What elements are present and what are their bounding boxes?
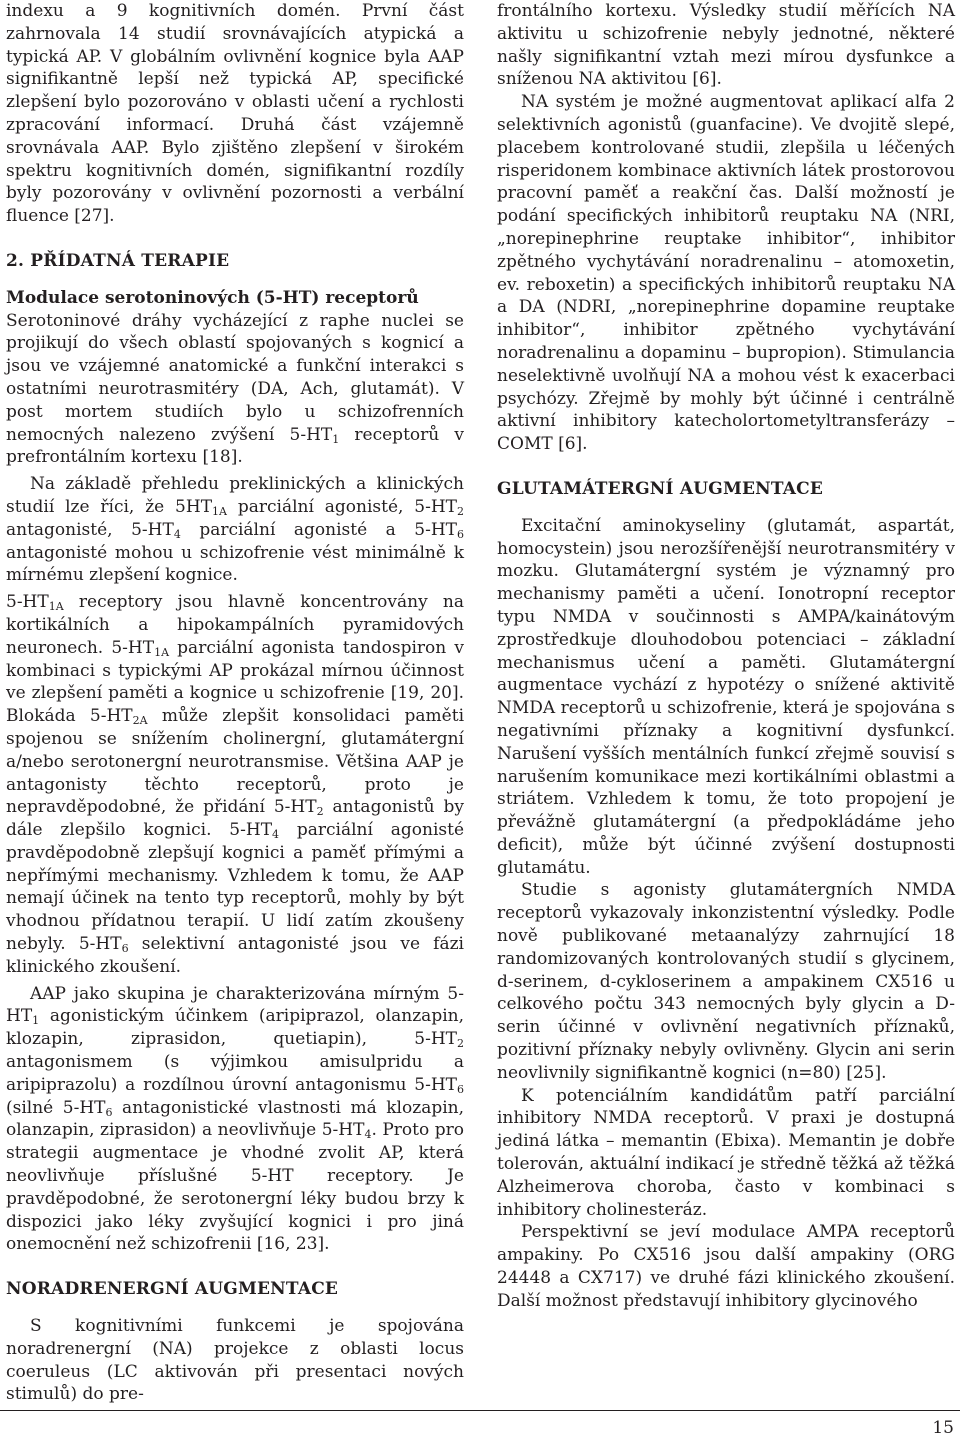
paragraph: Na základě přehledu preklinických a klinických studií lze říci, že $5HT_{1A}$ parciální agonisté, $5-HT_2$ antagonisté, $5-HT_4$ parciální agonisté a $5-HT_6$ antagonisté mohou u schizofrenie vést minimálně k mírnému zlepšení kognice. — [6, 474, 465, 586]
page-number: 15 — [932, 1418, 954, 1438]
right-column — [497, 0, 955, 1313]
paragraph: Studie s agonisty glutamátergních NMDA receptorů vykazovaly inkonzistentní výsledky. Podle nově publikované metaanalýzy zahrnující 18 randomizovaných kontrolovaných studií s glycinem, d-serinem, d-cykloserinem a ampakinem CX516 u celkového počtu 343 nemocných byly glycin a D-serin účinné v ovlivnění negativních příznaků, pozitivní příznaky nebyly ovlivněny. Glycin ani serin neovlivnily signifikantně kognici (n=80) [25]. — [497, 880, 955, 1083]
paragraph: NA systém je možné augmentovat aplikací alfa 2 selektivních agonistů (guanfacine). Ve dvojitě slepé, placebem kontrolované studii, zlepšila u léčených risperidonem kombinace aktivních látek prostorovou pracovní paměť a reakční čas. Další možností je podání specifických inhibitorů reuptaku NA (NRI, „norepinephrine reuptake inhibitor“, inhibitor zpětného vychytávání noradrenalinu – atomoxetin, ev. reboxetin) a specifických inhibitorů reuptaku NA a DA (NDRI, „norepinephrine dopamine reuptake inhibitor“, inhibitor zpětného vychytávání noradrenalinu a dopaminu – bupropion). Stimulancia neselektivně uvolňují NA a mohou vést k exacerbaci psychózy. Zřejmě by mohly být účinné i centrálně aktivní inhibitory katecholortometyltransferázy – COMT [6]. — [497, 92, 955, 455]
left-column — [6, 0, 464, 1406]
section-heading-adjunct-therapy: 2. PŘÍDATNÁ TERAPIE — [6, 250, 230, 271]
paragraph: frontálního kortexu. Výsledky studií měřících NA aktivitu u schizofrenie nebyly jednotné, některé našly signifikantní vztah mezi mírou dysfunkce a sníženou NA aktivitou [6]. — [497, 1, 955, 90]
paragraph: K potenciálním kandidátům patří parciální inhibitory NMDA receptorů. V praxi je dostupná jediná látka – memantin (Ebixa). Memantin je dobře tolerován, aktuální indikací je středně těžká až těžká Alzheimerova choroba, často v kombinaci s inhibitory cholinesteráz. — [497, 1085, 955, 1220]
subheading-serotonin: Modulace serotoninových (5-HT) receptorů — [6, 287, 419, 308]
section-heading-noradrenergic: NORADRENERGNÍ AUGMENTACE — [6, 1279, 339, 1300]
paragraph: AAP jako skupina je charakterizována mírným $5-HT_1$ agonistickým účinkem (aripiprazol, olanzapin, klozapin, ziprasidon, quetiapin), $5-HT_2$ antagonismem (s výjimkou amisulpridu a aripiprazolu) a rozdílnou úrovní antagonismu $5-HT_6$ (silné $5-HT_6$ antagonistické vlastnosti má klozapin, olanzapin, ziprasidon) a neovlivňuje $5-HT_4$. Proto pro strategii augmentace je vhodné zvolit AP, která neovlivňuje příslušné 5-HT receptory. Je pravděpodobné, že serotonergní léky budou brzy k dispozici jako léky zvyšující kognici i pro jiná onemocnění než schizofrenii [16, 23]. — [6, 983, 464, 1255]
paragraph: Perspektivní se jeví modulace AMPA receptorů ampakiny. Po CX516 jsou další ampakiny (ORG 24448 a CX717) ve druhé fázi klinického zkoušení. Další možnost představují inhibitory glycinového — [497, 1222, 955, 1311]
paragraph: $5-HT_{1A}$ receptory jsou hlavně koncentrovány na kortikálních a hipokampálních pyramidových neuronech. $5-HT_{1A}$ parciální agonista tandospiron v kombinaci s typickými AP prokázal mírnou účinnost ve zlepšení paměti a kognice u schizofrenie [19, 20]. Blokáda $5-HT_{2A}$ může zlepšit konsolidaci paměti spojenou se snížením cholinergní, glutamátergní a/nebo serotonergní neurotransmise. Většina AAP je antagonisty těchto receptorů, proto je nepravděpodobné, že přidání $5-HT_2$ antagonistů by dále zlepšilo kognici. $5-HT_4$ parciální agonisté pravděpodobně zlepšují kognici a paměť přímými a nepřímými mechanismy. Vzhledem k tomu, že AAP nemají účinek na tento typ receptorů, mohly by být vhodnou přídatnou terapií. U lidí zatím zkoušeny nebyly. $5-HT_6$ selektivní antagonisté jsou ve fázi klinického zkoušení. — [6, 592, 465, 977]
paragraph: Serotoninové dráhy vycházející z raphe nuclei se projikují do všech oblastí spojovaných s kognicí a jsou ve vzájemné anatomické a funkční interakci s ostatními neurotrasmitéry (DA, Ach, glutamát). V post mortem studiích bylo u schizofrenních nemocných nalezeno zvýšení $5-HT_1$ receptorů v prefrontálním kortexu [18]. — [6, 310, 464, 468]
paragraph: Excitační aminokyseliny (glutamát, aspartát, homocystein) jsou nerozšířenější neurotransmitéry v mozku. Glutamátergní systém je významný pro mechanismy paměti a učení. Ionotropní receptor typu NMDA v součinnosti s AMPA/kainátovým zprostředkuje dlouhodobou potenciaci – základní mechanismus učení a paměti. Glutamátergní augmentace vychází z hypotézy o snížené aktivitě NMDA receptorů u schizofrenie, která je spojována s negativními příznaky a kognitivní dysfunkcí. Narušení vyšších mentálních funkcí zřejmě souvisí s narušením komunikace mezi kortikálními oblastmi a striátem. Vzhledem k tomu, že toto propojení je převážně glutamátergní (a předpokládáme jeho deficit), může být účinné zvýšení dostupnosti glutamátu. — [497, 515, 955, 878]
footer-rule — [0, 1410, 960, 1411]
paragraph: indexu a 9 kognitivních domén. První část zahrnovala 14 studií srovnávajících atypická a typická AP. V globálním ovlivnění kognice byla AAP signifikantně lepší než typická AP, specifické zlepšení bylo pozorováno v oblasti učení a rychlosti zpracování informací. Druhá část vzájemně srovnávala AAP. Bylo zjištěno zlepšení v širokém spektru kognitivních domén, signifikantní rozdíly byly pozorovány v ovlivnění pozornosti a verbální fluence [27]. — [6, 1, 464, 227]
section-heading-glutamatergic: GLUTAMÁTERGNÍ AUGMENTACE — [497, 478, 824, 499]
paragraph: S kognitivními funkcemi je spojována noradrenergní (NA) projekce z oblasti locus coeruleus (LC aktivován při presentaci nových stimulů) do pre- — [6, 1316, 464, 1405]
